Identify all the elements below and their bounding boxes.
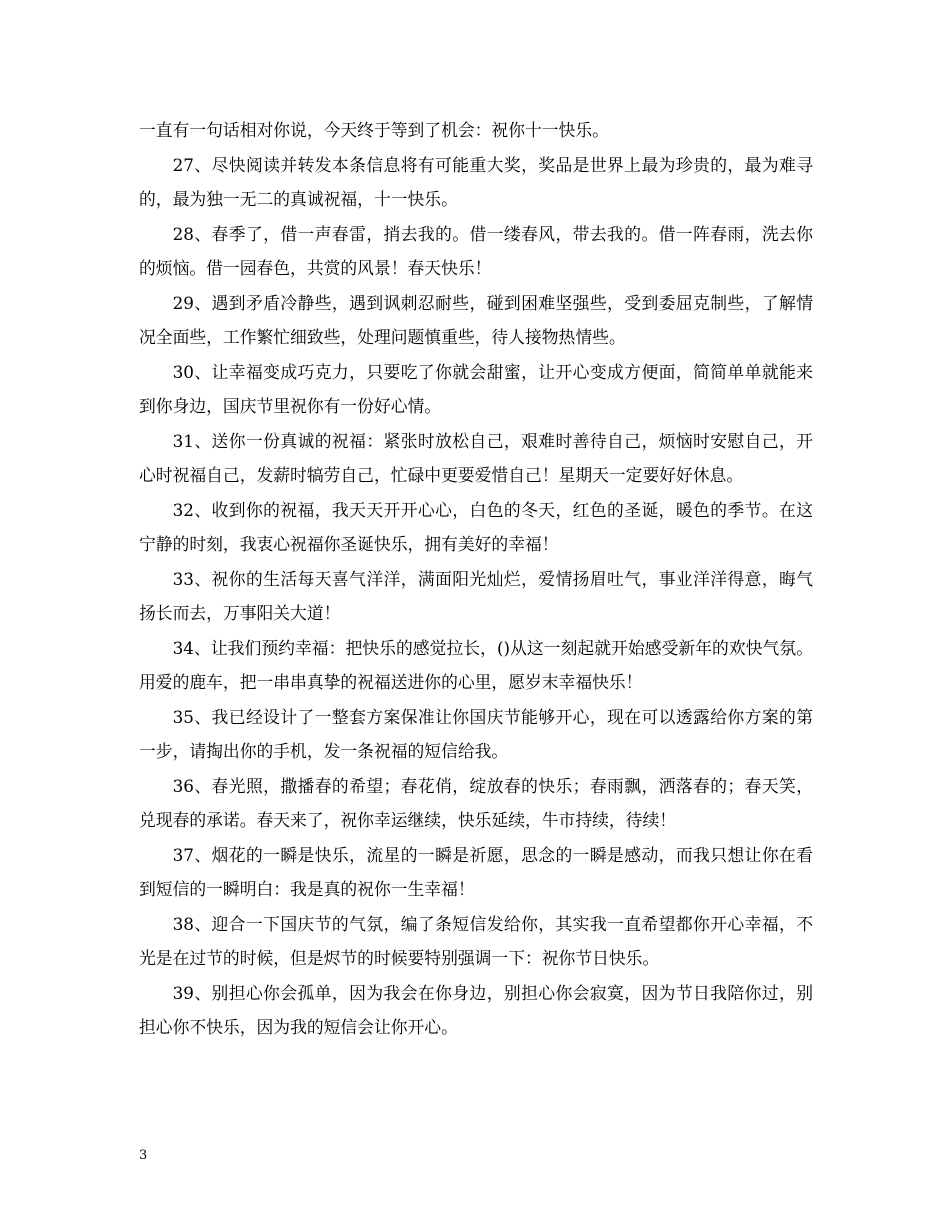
paragraph-33: 33、祝你的生活每天喜气洋洋，满面阳光灿烂，爱情扬眉吐气，事业洋洋得意，晦气扬长而去，万事阳关大道！ (139, 568, 813, 623)
paragraph-29: 29、遇到矛盾冷静些，遇到讽刺忍耐些，碰到困难坚强些，受到委屈克制些，了解情况全面些，工作繁忙细致些，处理问题慎重些，待人接物热情些。 (139, 292, 813, 347)
paragraph-38: 38、迎合一下国庆节的气氛，编了条短信发给你，其实我一直希望都你开心幸福，不光是在过节的时候，但是烬节的时候要特别强调一下：祝你节日快乐。 (139, 913, 813, 968)
paragraph-28: 28、春季了，借一声春雷，捎去我的。借一缕春风，带去我的。借一阵春雨，洗去你的烦恼。借一园春色，共赏的风景！春天快乐！ (139, 223, 813, 278)
document-body (139, 113, 813, 1045)
paragraph-35: 35、我已经设计了一整套方案保准让你国庆节能够开心，现在可以透露给你方案的第一步，请掏出你的手机，发一条祝福的短信给我。 (139, 706, 813, 761)
paragraph-30: 30、让幸福变成巧克力，只要吃了你就会甜蜜，让开心变成方便面，简简单单就能来到你身边，国庆节里祝你有一份好心情。 (139, 361, 813, 416)
paragraph-32: 32、收到你的祝福，我天天开开心心，白色的冬天，红色的圣诞，暖色的季节。在这宁静的时刻，我衷心祝福你圣诞快乐，拥有美好的幸福！ (139, 499, 813, 554)
paragraph-36: 36、春光照，撒播春的希望；春花俏，绽放春的快乐；春雨飘，洒落春的；春天笑，兑现春的承诺。春天来了，祝你幸运继续，快乐延续，牛市持续，待续！ (139, 775, 813, 830)
page-number: 3 (139, 1148, 148, 1163)
paragraph-34: 34、让我们预约幸福：把快乐的感觉拉长，()从这一刻起就开始感受新年的欢快气氛。用爱的鹿车，把一串串真挚的祝福送进你的心里，愿岁末幸福快乐！ (139, 637, 813, 692)
paragraph-37: 37、烟花的一瞬是快乐，流星的一瞬是祈愿，思念的一瞬是感动，而我只想让你在看到短信的一瞬明白：我是真的祝你一生幸福！ (139, 844, 813, 899)
paragraph-39: 39、别担心你会孤单，因为我会在你身边，别担心你会寂寞，因为节日我陪你过，别担心你不快乐，因为我的短信会让你开心。 (139, 982, 813, 1037)
paragraph-27: 27、尽快阅读并转发本条信息将有可能重大奖，奖品是世界上最为珍贵的，最为难寻的，最为独一无二的真诚祝福，十一快乐。 (139, 154, 813, 209)
paragraph-0: 一直有一句话相对你说，今天终于等到了机会：祝你十一快乐。 (139, 120, 609, 140)
paragraph-31: 31、送你一份真诚的祝福：紧张时放松自己，艰难时善待自己，烦恼时安慰自己，开心时祝福自己，发薪时犒劳自己，忙碌中更要爱惜自己！星期天一定要好好休息。 (139, 430, 813, 485)
